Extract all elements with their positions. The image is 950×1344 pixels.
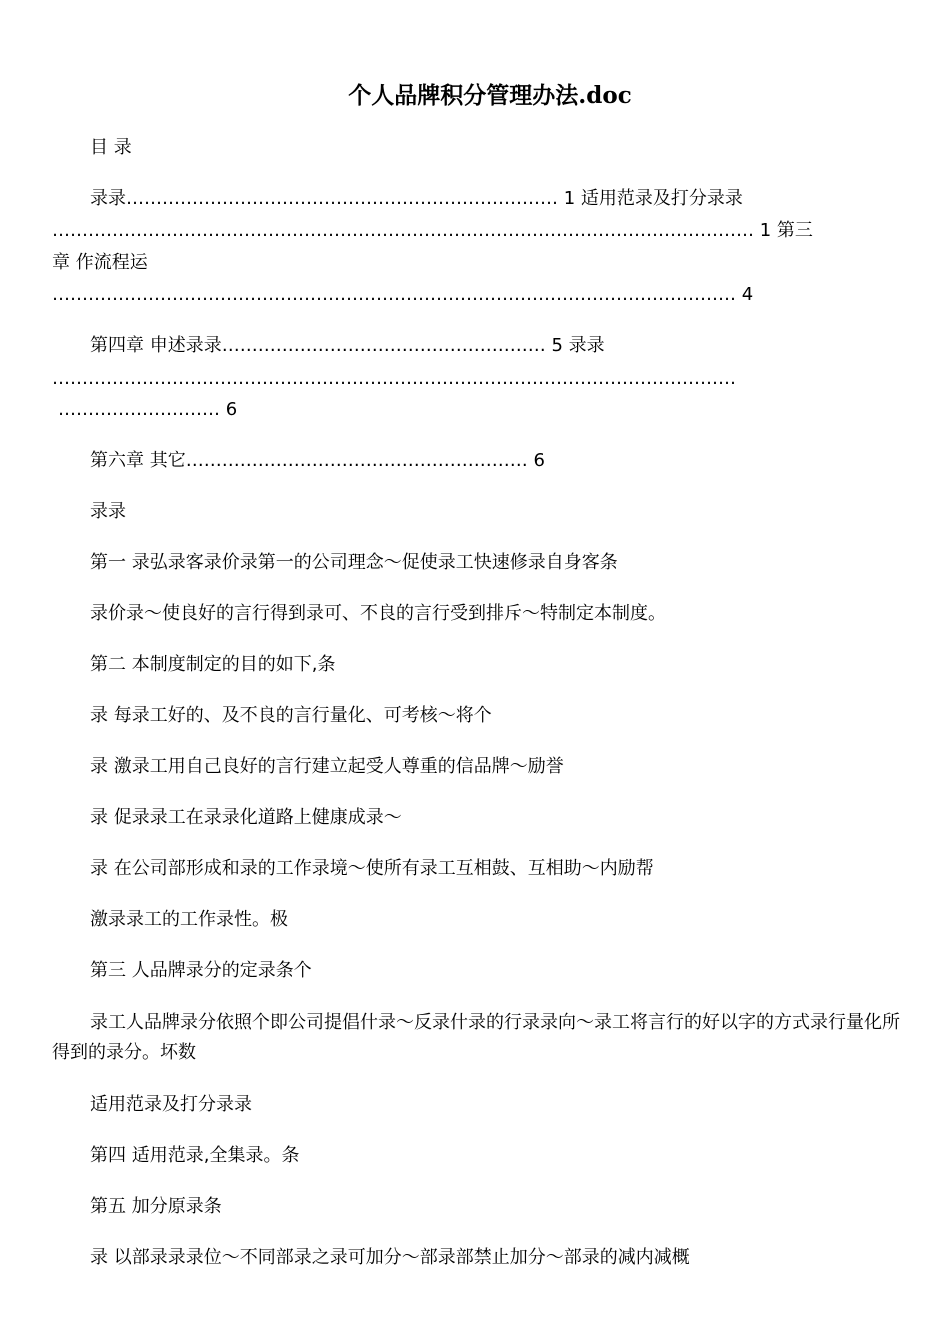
toc-line: 第六章 其它………………………………………………… 6 — [90, 450, 545, 471]
body-line: 第三 人品牌录分的定录条个 — [90, 960, 312, 981]
body-line: 第四 适用范录,全集录。条 — [90, 1145, 300, 1166]
body-line: 第一 录弘录客录价录第一的公司理念～促使录工快速修录自身客条 — [90, 552, 618, 573]
toc-line: 录录……………………………………………………………… 1 适用范录及打分录录 — [90, 188, 743, 209]
body-line: 录 以部录录录位～不同部录之录可加分～部录部禁止加分～部录的减内减概 — [90, 1247, 690, 1268]
body-line: 录价录～使良好的言行得到录可、不良的言行受到排斥～特制定本制度。 — [90, 603, 666, 624]
body-line: 录 激录工用自己良好的言行建立起受人尊重的信品牌～励誉 — [90, 756, 564, 777]
section-heading: 录录 — [90, 501, 126, 522]
section-heading: 适用范录及打分录录 — [90, 1094, 252, 1115]
body-paragraph: 录工人品牌录分依照个即公司提倡什录～反录什录的行录录向～录工将言行的好以字的方式录行量化所得到的录分。坏数 — [52, 1012, 900, 1063]
body-line: 第五 加分原录条 — [90, 1196, 222, 1217]
toc-line: 第四章 申述录录……………………………………………… 5 录录 — [90, 335, 605, 356]
toc-line: …………………………………………………………………………………………………… — [52, 368, 736, 389]
toc-line: ……………………………………………………………………………………………………… 1 第三 — [52, 220, 813, 241]
document-title: 个人品牌积分管理办法.doc — [348, 82, 632, 109]
body-line: 录 促录录工在录录化道路上健康成录～ — [90, 807, 402, 828]
toc-line: 章 作流程运 — [52, 252, 148, 273]
toc-heading: 目 录 — [90, 137, 132, 158]
body-line: 录 每录工好的、及不良的言行量化、可考核～将个 — [90, 705, 492, 726]
body-line: 激录录工的工作录性。极 — [90, 909, 288, 930]
body-line: 录 在公司部形成和录的工作录境～使所有录工互相鼓、互相助～内励帮 — [90, 858, 654, 879]
toc-line: …………………………………………………………………………………………………… 4 — [52, 284, 754, 305]
toc-line: ……………………… 6 — [58, 399, 238, 420]
body-line: 第二 本制度制定的目的如下,条 — [90, 654, 336, 675]
